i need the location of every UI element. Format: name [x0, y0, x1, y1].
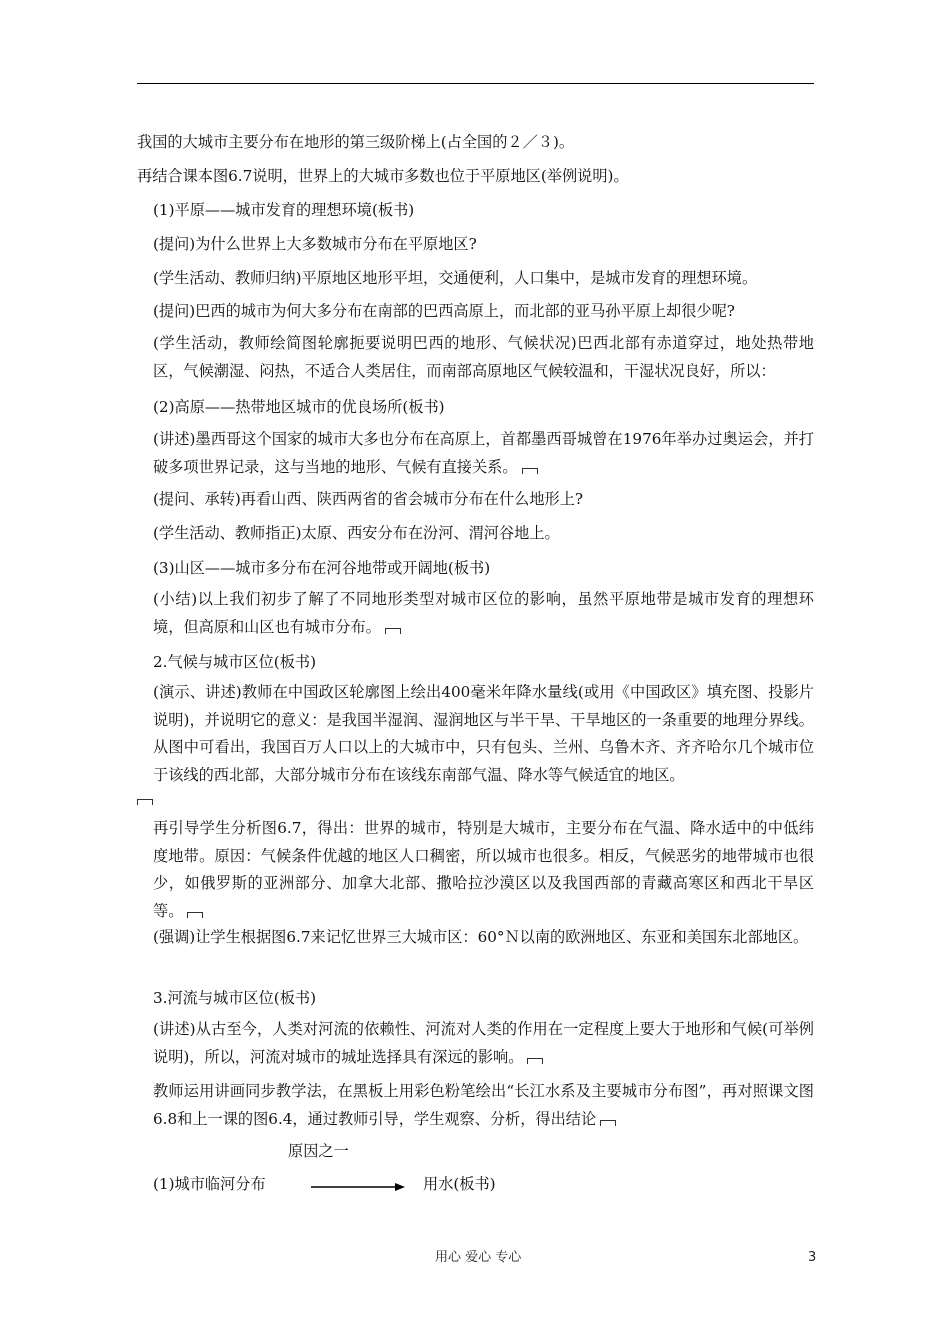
paragraph: (学生活动、教师指正)太原、西安分布在汾河、渭河谷地上。 — [153, 524, 560, 542]
paragraph: (讲述)墨西哥这个国家的城市大多也分布在高原上，首都墨西哥城曾在1976年举办过奥运会，并打破多项世界记录，这与当地的地形、气候有直接关系。 — [153, 430, 814, 476]
paragraph: (3)山区——城市多分布在河谷地带或开阔地(板书) — [153, 559, 491, 577]
page-number: 3 — [808, 1250, 817, 1265]
diagram-left-text: (1)城市临河分布 — [153, 1175, 266, 1193]
paragraph-mark-icon — [137, 799, 153, 805]
paragraph: 再结合课本图6.7说明，世界上的大城市多数也位于平原地区(举例说明)。 — [137, 167, 629, 185]
paragraph: (提问)巴西的城市为何大多分布在南部的巴西高原上，而北部的亚马孙平原上却很少呢? — [153, 302, 735, 320]
paragraph: (强调)让学生根据图6.7来记忆世界三大城市区：60°Ｎ以南的欧洲地区、东亚和美国东北部地区。 — [153, 928, 809, 946]
paragraph-mark-icon — [385, 628, 401, 634]
paragraph: 教师运用讲画同步教学法，在黑板上用彩色粉笔绘出“长江水系及主要城市分布图”，再对照课文图6.8和上一课的图6.4，通过教师引导，学生观察、分析，得出结论 — [153, 1082, 814, 1128]
paragraph: (2)高原——热带地区城市的优良场所(板书) — [153, 398, 445, 416]
paragraph: (提问、承转)再看山西、陕西两省的省会城市分布在什么地形上? — [153, 490, 584, 508]
arrow-right-icon — [311, 1182, 405, 1192]
paragraph: (讲述)从古至今，人类对河流的依赖性、河流对人类的作用在一定程度上要大于地形和气候(可举例说明)，所以，河流对城市的城址选择具有深远的影响。 — [153, 1020, 814, 1066]
paragraph: (演示、讲述)教师在中国政区轮廓图上绘出400毫米年降水量线(或用《中国政区》填充图、投影片说明)，并说明它的意义：是我国半湿润、湿润地区与半干旱、干旱地区的一条重要的地理分界线。从图中可看出，我国百万人口以上的大城市中，只有包头、兰州、乌鲁木齐、齐齐哈尔几个城市位于该线的西北部，大部分城市分布在该线东南部气温、降水等气候适宜的地区。 — [153, 683, 814, 784]
paragraph: (1)平原——城市发育的理想环境(板书) — [153, 201, 415, 219]
paragraph: (小结)以上我们初步了解了不同地形类型对城市区位的影响，虽然平原地带是城市发育的理想环境，但高原和山区也有城市分布。 — [153, 590, 814, 636]
paragraph: 再引导学生分析图6.7，得出：世界的城市，特别是大城市，主要分布在气温、降水适中的中低纬度地带。原因：气候条件优越的地区人口稠密，所以城市也很多。相反，气候恶劣的地带城市也很少，如俄罗斯的亚洲部分、加拿大北部、撒哈拉沙漠区以及我国西部的青藏高寒区和西北干旱区等。 — [153, 819, 814, 920]
paragraph-mark-icon — [187, 912, 203, 918]
paragraph-mark-icon — [527, 1058, 543, 1064]
paragraph-mark-icon — [600, 1120, 616, 1126]
diagram-reason-label: 原因之一 — [288, 1142, 349, 1160]
paragraph-mark-icon — [522, 468, 538, 474]
footer-motto: 用心 爱心 专心 — [435, 1250, 522, 1265]
header-rule — [137, 83, 814, 84]
paragraph: 2.气候与城市区位(板书) — [153, 653, 317, 671]
paragraph: (学生活动，教师绘简图轮廓扼要说明巴西的地形、气候状况)巴西北部有赤道穿过，地处热带地区，气候潮湿、闷热，不适合人类居住，而南部高原地区气候较温和，干湿状况良好，所以： — [153, 334, 814, 380]
paragraph: (学生活动、教师归纳)平原地区地形平坦，交通便利，人口集中，是城市发育的理想环境。 — [153, 269, 758, 287]
paragraph: 我国的大城市主要分布在地形的第三级阶梯上(占全国的２／３)。 — [137, 133, 575, 151]
paragraph: 3.河流与城市区位(板书) — [153, 989, 317, 1007]
paragraph: (提问)为什么世界上大多数城市分布在平原地区? — [153, 235, 477, 253]
diagram-right-text: 用水(板书) — [423, 1175, 496, 1193]
